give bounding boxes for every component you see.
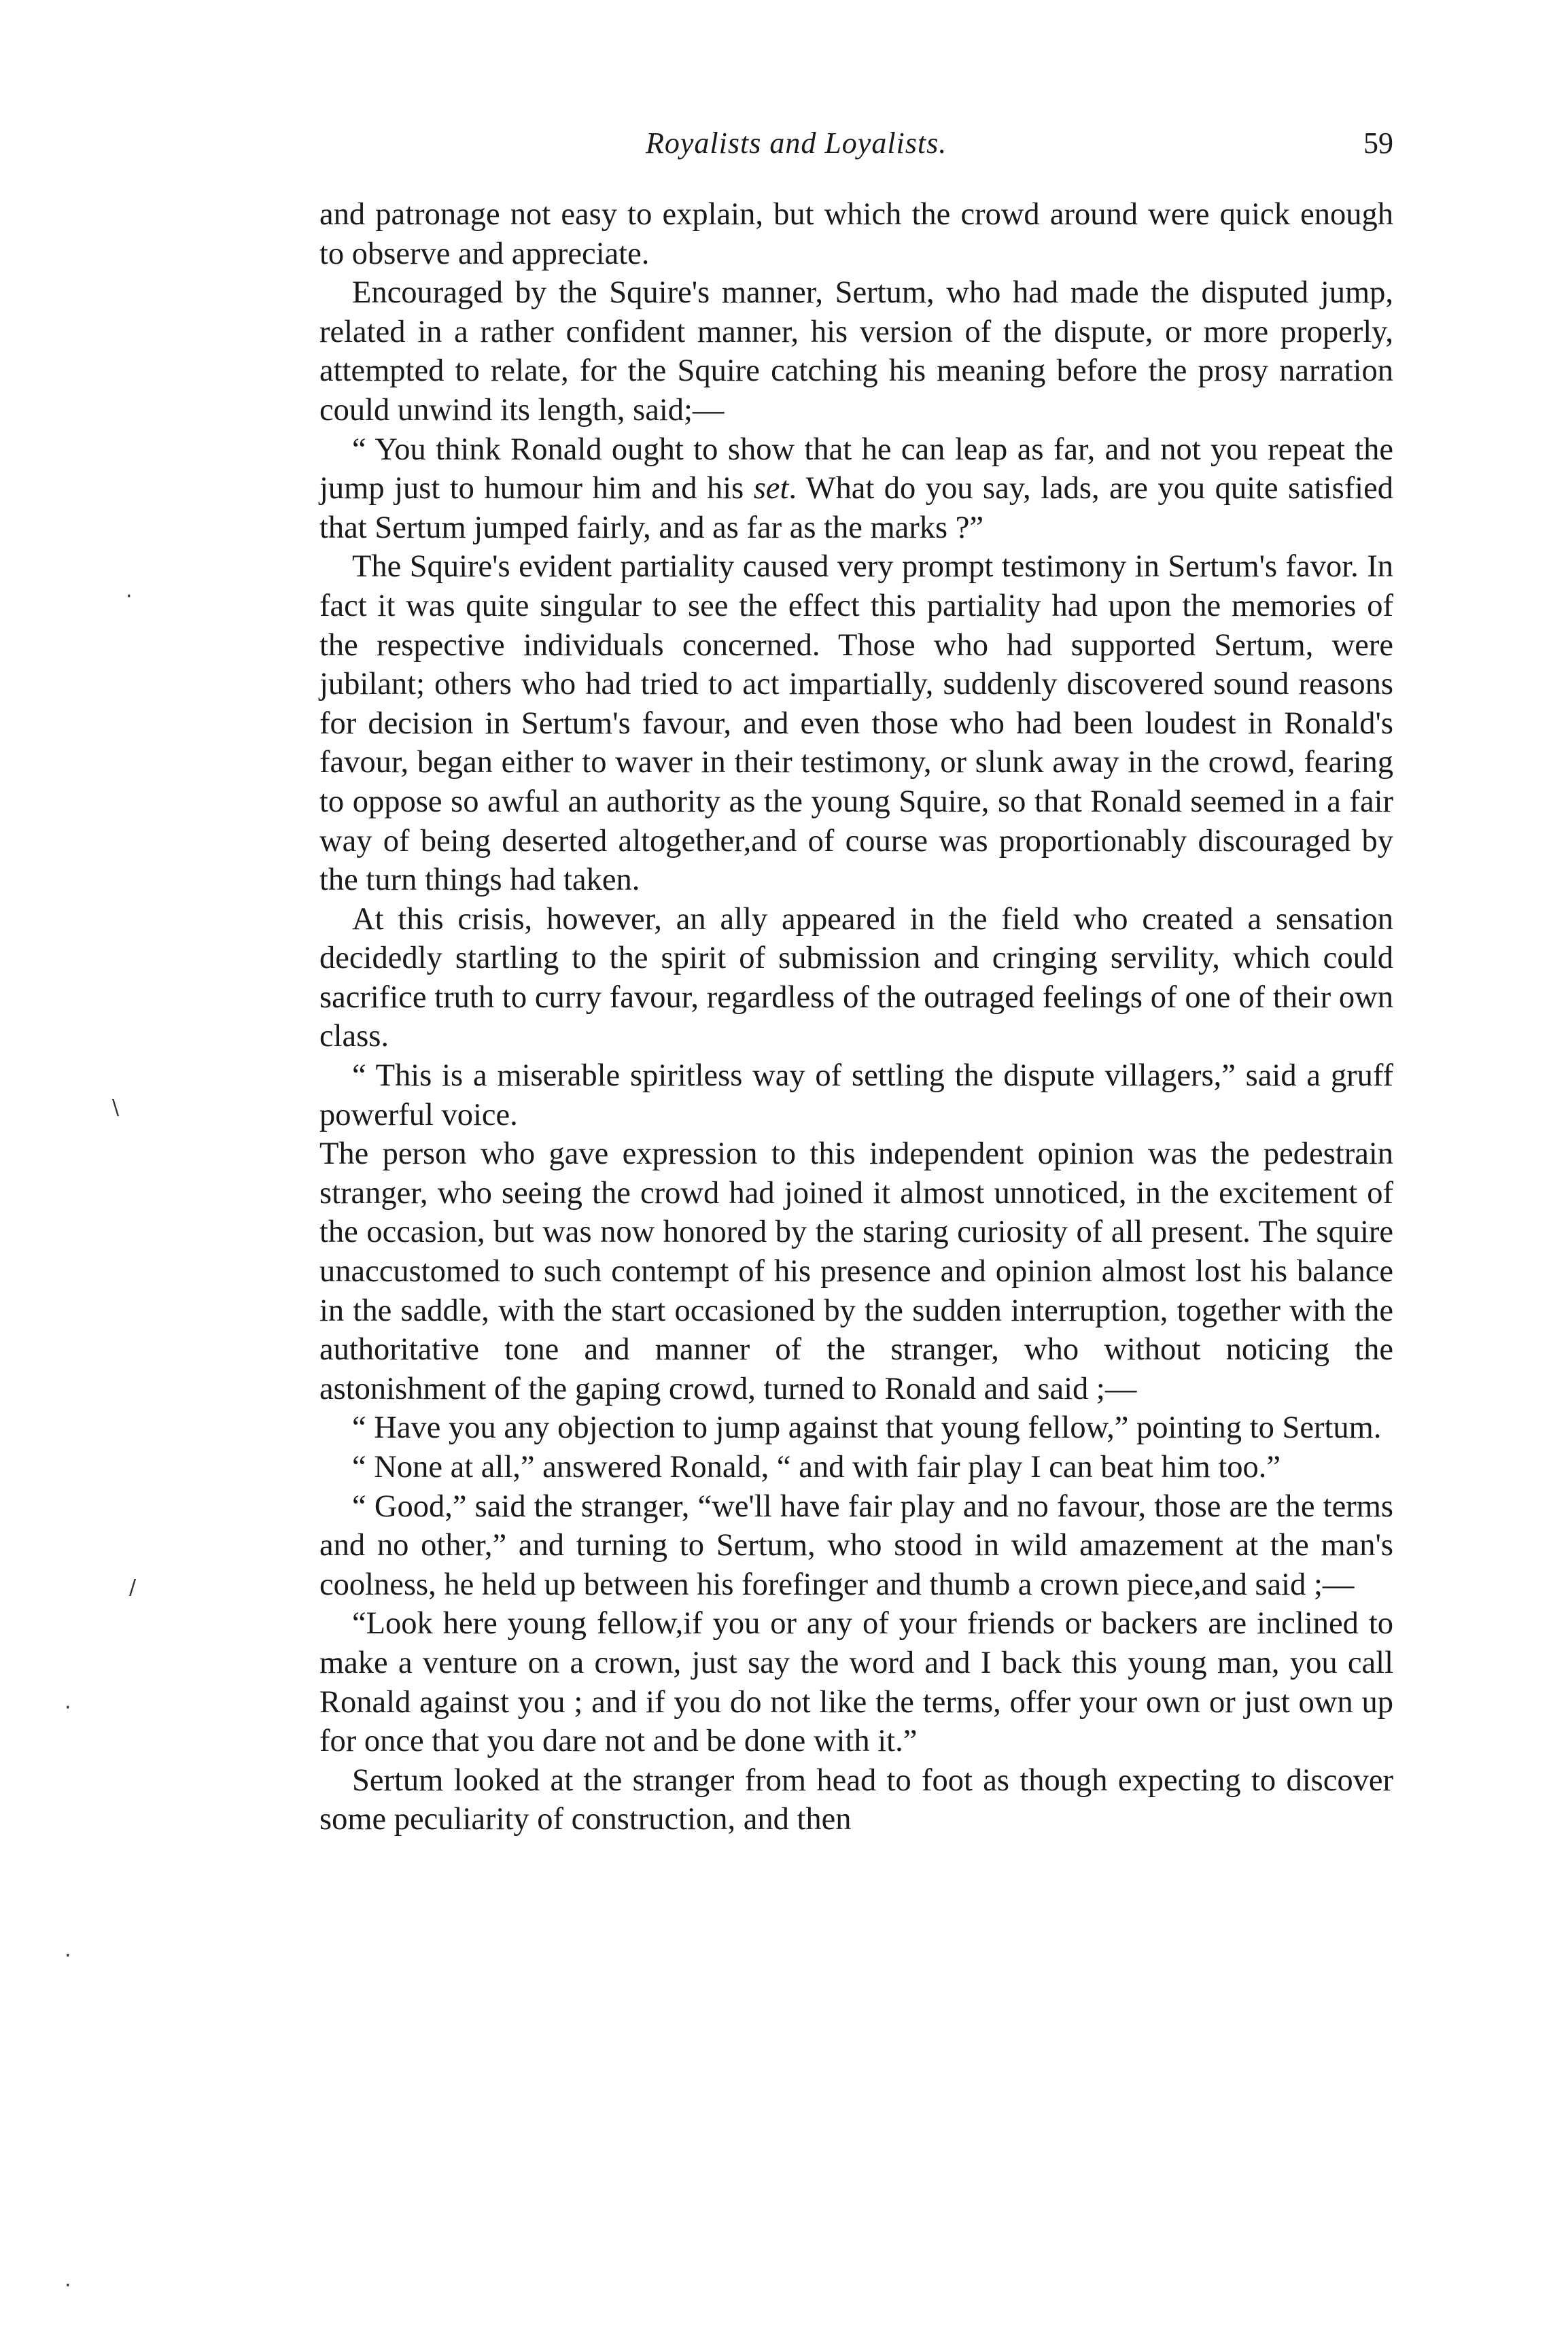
margin-speck-mark: / <box>129 1576 137 1599</box>
emphasis: set <box>753 471 789 506</box>
paragraph: “ This is a miserable spiritless way of settling the dispute villagers,” said a gruff powerful voice. <box>319 1058 1393 1132</box>
margin-speck-mark: · <box>65 2274 71 2297</box>
paragraph: “ None at all,” answered Ronald, “ and with fair play I can beat him too.” <box>352 1450 1281 1485</box>
paragraph: The Squire's evident partiality caused very prompt testimony in Sertum's favor. In fact it was quite singular to see the effect this partiality had upon the memories of the respective individuals concerned. Those who had supported Sertum, were jubilant; others who had tried to act impartially, suddenly discovered sound reasons for decision in Sertum's favour, and even those who had been loudest in Ronald's favour, began either to waver in their testimony, or slunk away in the crowd, fearing to oppose so awful an authority as the young Squire, so that Ronald seemed in a fair way of being deserted altogether,and of course was proportionably discouraged by the turn things had taken. <box>319 549 1393 898</box>
margin-speck-mark: \ <box>112 1096 120 1119</box>
paragraph: “Look here young fellow,if you or any of your friends or backers are inclined to make a venture on a crown, just say the word and I back this young man, you call Ronald against you ; and if you do not like the terms, offer your own or just own up for once that you dare not and be done with it.” <box>319 1606 1393 1759</box>
paragraph: Encouraged by the Squire's manner, Sertum, who had made the disputed jump, related in a rather confident manner, his version of the dispute, or more properly, attempted to relate, for the Squire catching his meaning before the prosy narration could unwind its length, said;— <box>319 275 1393 428</box>
paragraph: Sertum looked at the stranger from head to foot as though expecting to discover some peculiarity of construction, and then <box>319 1763 1393 1837</box>
margin-speck-mark: · <box>65 1696 71 1720</box>
paragraph: The person who gave expression to this independent opinion was the pedestrain stranger, who seeing the crowd had joined it almost unnoticed, in the excitement of the occasion, but was now honored by the staring curiosity of all present. The squire unaccustomed to such contempt of his presence and opinion almost lost his balance in the saddle, with the start occasioned by the sudden interruption, together with the authoritative tone and manner of the stranger, who without noticing the astonishment of the gaping crowd, turned to Ronald and said ;— <box>319 1136 1393 1406</box>
page-number: 59 <box>1363 126 1393 160</box>
running-head <box>319 126 1393 187</box>
margin-speck-mark: · <box>126 585 133 608</box>
margin-speck-mark: · <box>65 1944 71 1968</box>
book-page <box>319 126 1393 1839</box>
paragraph: “ You think Ronald ought to show that he can leap as far, and not you repeat the jump just to humour him and his set. What do you say, lads, are you quite satisfied that Sertum jumped fairly, and as far as the marks ?” <box>319 432 1393 545</box>
running-title: Royalists and Loyalists. <box>646 126 947 160</box>
paragraph: “ Good,” said the stranger, “we'll have fair play and no favour, those are the terms and no other,” and turning to Sertum, who stood in wild amazement at the man's coolness, he held up between his forefinger and thumb a crown piece,and said ;— <box>319 1489 1393 1602</box>
paragraph: At this crisis, however, an ally appeared in the field who created a sensation decidedly startling to the spirit of submission and cringing servility, which could sacrifice truth to curry favour, regardless of the outraged feelings of one of their own class. <box>319 901 1393 1054</box>
paragraph: and patronage not easy to explain, but which the crowd around were quick enough to observe and appreciate. <box>319 197 1393 271</box>
paragraph: “ Have you any objection to jump against that young fellow,” pointing to Sertum. <box>352 1410 1382 1446</box>
body-text <box>319 195 1393 1839</box>
